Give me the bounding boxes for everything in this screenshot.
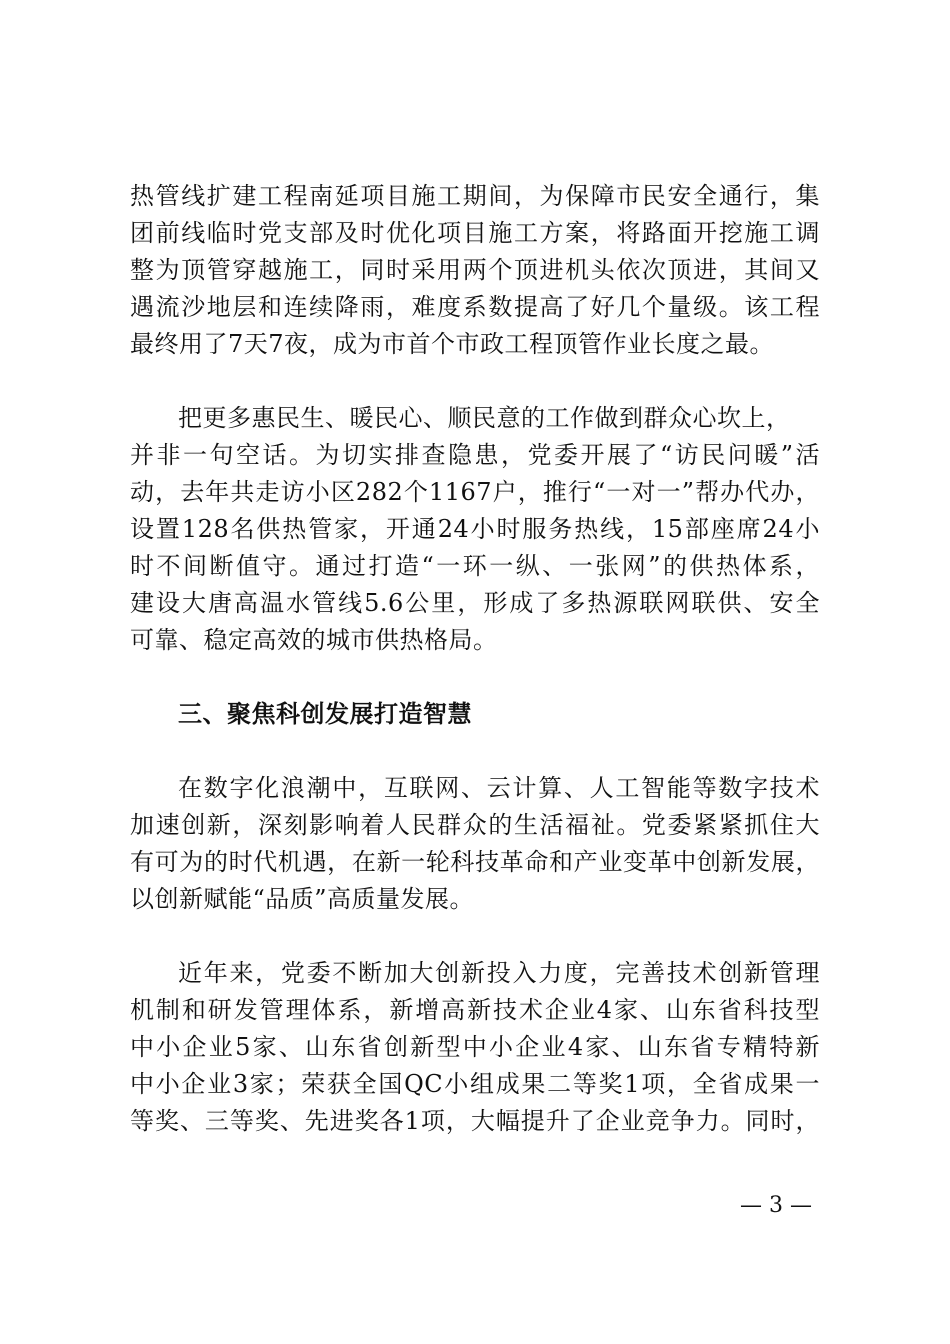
- paragraph-4-line-3: 中小企业5家、山东省创新型中小企业4家、山东省专精特新: [130, 1033, 820, 1061]
- paragraph-3-line-4: 以创新赋能“品质”高质量发展。: [130, 885, 475, 913]
- paragraph-1-line-3: 整为顶管穿越施工，同时采用两个顶进机头依次顶进，其间又: [130, 256, 820, 284]
- paragraph-3-line-2: 加速创新，深刻影响着人民群众的生活福祉。党委紧紧抓住大: [130, 811, 820, 839]
- paragraph-1-line-5: 最终用了7天7夜，成为市首个市政工程顶管作业长度之最。: [130, 330, 775, 358]
- paragraph-2-line-5: 时不间断值守。通过打造“一环一纵、一张网”的供热体系，: [130, 552, 820, 580]
- paragraph-2-line-1: 把更多惠民生、暖民心、顺民意的工作做到群众心坎上，: [178, 404, 791, 432]
- paragraph-3-line-1: 在数字化浪潮中，互联网、云计算、人工智能等数字技术: [178, 774, 820, 802]
- paragraph-4-line-2: 机制和研发管理体系，新增高新技术企业4家、山东省科技型: [130, 996, 820, 1024]
- paragraph-1-line-1: 热管线扩建工程南延项目施工期间，为保障市民安全通行，集: [130, 182, 820, 210]
- paragraph-4-line-5: 等奖、三等奖、先进奖各1项，大幅提升了企业竞争力。同时，: [130, 1107, 820, 1135]
- paragraph-2-line-4: 设置128名供热管家，开通24小时服务热线，15部座席24小: [130, 515, 820, 543]
- paragraph-1-line-4: 遇流沙地层和连续降雨，难度系数提高了好几个量级。该工程: [130, 293, 820, 321]
- paragraph-2-line-6: 建设大唐高温水管线5.6公里，形成了多热源联网联供、安全: [130, 589, 820, 617]
- paragraph-4-line-4: 中小企业3家；荣获全国QC小组成果二等奖1项，全省成果一: [130, 1070, 820, 1098]
- paragraph-2-line-7: 可靠、稳定高效的城市供热格局。: [130, 626, 498, 654]
- paragraph-2-line-3: 动，去年共走访小区282个1167户，推行“一对一”帮办代办，: [130, 478, 820, 506]
- paragraph-3-line-3: 有可为的时代机遇，在新一轮科技革命和产业变革中创新发展，: [130, 848, 820, 876]
- paragraph-1-line-2: 团前线临时党支部及时优化项目施工方案，将路面开挖施工调: [130, 219, 820, 247]
- paragraph-2-line-2: 并非一句空话。为切实排查隐患，党委开展了“访民问暖”活: [130, 441, 820, 469]
- paragraph-4-line-1: 近年来，党委不断加大创新投入力度，完善技术创新管理: [178, 959, 820, 987]
- page-number: — 3 —: [740, 1193, 812, 1218]
- section-heading: 三、聚焦科创发展打造智慧: [178, 700, 472, 728]
